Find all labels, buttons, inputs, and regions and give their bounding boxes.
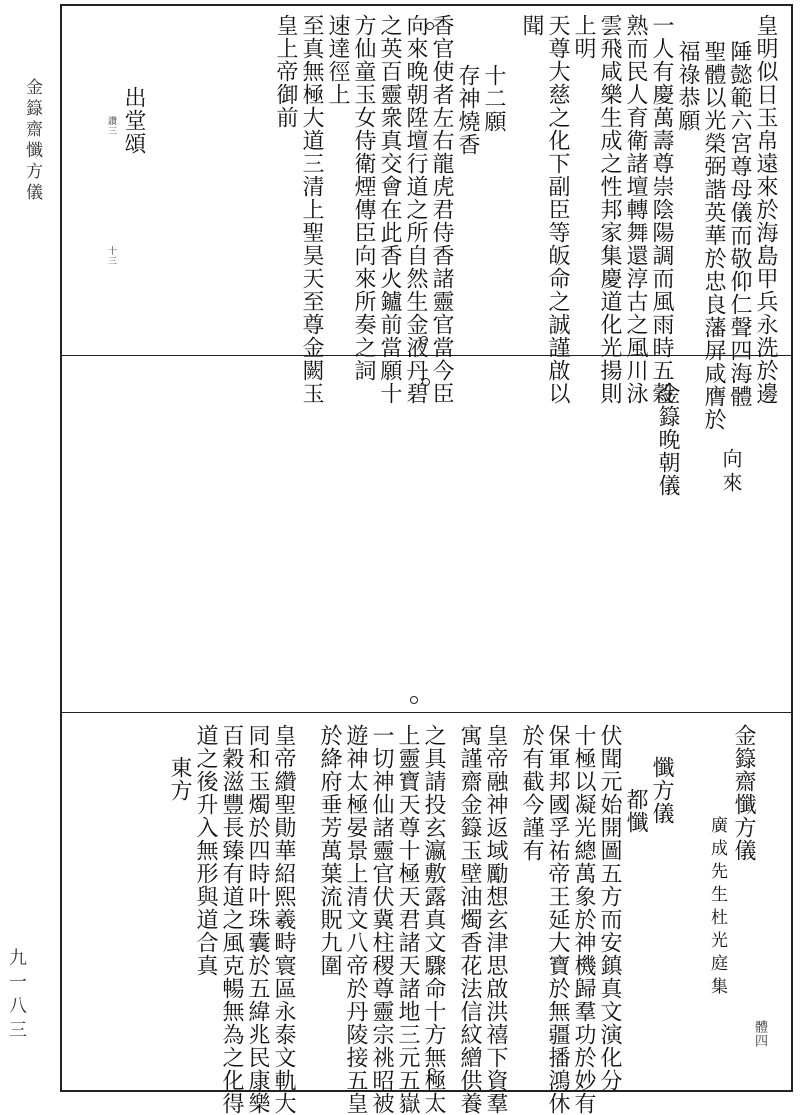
- section-heading: 金籙晚朝儀: [655, 382, 680, 497]
- text-column: 於有截今謹有: [519, 724, 544, 862]
- text-column: 寓謹齋金籙玉壁油燭香花法信紋繒供養: [457, 724, 482, 1115]
- text-column: 雲飛咸樂生成之性邦家集慶道化光揚則: [597, 14, 622, 405]
- page-number: 九一八三: [6, 948, 27, 1044]
- text-column: 一切神仙諸靈官伏冀柱稷尊靈宗祧昭被: [369, 724, 394, 1115]
- text-column: 保軍邦國孚祐帝王延大寶於無疆播鴻休: [545, 724, 570, 1115]
- text-column: 陲懿範六宮尊母儀而敬仰仁聲四海體: [727, 40, 752, 408]
- text-column: 伏聞元始開圖五方而安鎮真文演化分: [597, 724, 622, 1092]
- text-column: 於絳府垂芳萬葉流貺九圍: [317, 724, 342, 977]
- text-column: 天尊大慈之化下副臣等皈命之誠謹啟以: [545, 14, 570, 405]
- text-column: 向來晚朝陞壇行道之所自然生金液丹碧: [403, 14, 428, 405]
- circle-mark: [420, 336, 428, 344]
- text-column: 之英百靈衆真交會在此香火鑪前當願十: [377, 14, 402, 405]
- text-column: 上靈寶天尊十極天君諸天諸地三元五嶽: [395, 724, 420, 1115]
- circle-mark: [428, 1068, 436, 1076]
- text-column: 皇明似日玉帛遠來於海島甲兵永洗於邊: [753, 14, 778, 405]
- text-column: 道之後升入無形與道合真: [193, 724, 218, 977]
- text-column: 聞: [519, 14, 544, 37]
- text-column: 十極以凝光總萬象於神機歸羣功於妙有: [571, 724, 596, 1115]
- text-column: 熟而民人育衛諸壇轉舞還淳古之風川泳: [623, 14, 648, 405]
- text-column: 方仙童玉女侍衛煙傳臣向來所奏之詞: [351, 14, 376, 382]
- text-column: 東方: [167, 756, 192, 802]
- text-column: 聖體以光榮弼諧英華於忠良藩屏咸膺於: [701, 40, 726, 431]
- text-column: 遊神太極晏景上清文八帝於丹陵接五皇: [343, 724, 368, 1115]
- text-column: 速達徑上: [325, 14, 350, 106]
- section-heading: 都懺: [623, 788, 648, 834]
- text-column: 至真無極大道三清上聖昊天至尊金闕玉: [299, 14, 324, 405]
- text-column: 向來: [719, 448, 743, 496]
- circle-mark: [410, 696, 418, 704]
- margin-title: 金籙齋懺方儀: [22, 78, 42, 204]
- panel-divider-2: [60, 712, 793, 713]
- author-line: 廣成先生杜光庭集: [707, 816, 727, 1000]
- small-note: 十三: [106, 246, 116, 266]
- text-column: 同和玉燭於四時叶珠囊於五緯兆民康樂: [245, 724, 270, 1115]
- text-column: 福祿恭願: [675, 40, 700, 132]
- volume-marker: 體四: [752, 1020, 767, 1048]
- section-heading: 懺方儀: [649, 756, 674, 825]
- text-column: 存神燒香: [455, 64, 480, 156]
- text-column: 之具請投玄瀛敷露真文驟命十方無極太: [421, 724, 446, 1115]
- small-note: 讚三: [106, 116, 116, 136]
- text-column: 出堂頌: [121, 86, 146, 155]
- text-column: 一人有慶萬壽尊崇陰陽調而風雨時五穀: [649, 14, 674, 405]
- text-column: 百穀滋豐長臻有道之風克暢無為之化得: [219, 724, 244, 1115]
- text-column: 上明: [571, 14, 596, 60]
- text-column: 皇上帝御前: [273, 14, 298, 129]
- circle-mark: [422, 378, 430, 386]
- text-column: 皇帝融神返域勵想玄津思啟洪禧下資羣: [483, 724, 508, 1115]
- circle-mark: [426, 22, 434, 30]
- text-column: 香官使者左右龍虎君侍香諸靈官當今臣: [429, 14, 454, 405]
- section-heading: 十二願: [481, 64, 506, 133]
- document-title: 金籙齋懺方儀: [731, 724, 756, 862]
- text-column: 皇帝纘聖勛華紹熙羲畤寰區永泰文軌大: [271, 724, 296, 1115]
